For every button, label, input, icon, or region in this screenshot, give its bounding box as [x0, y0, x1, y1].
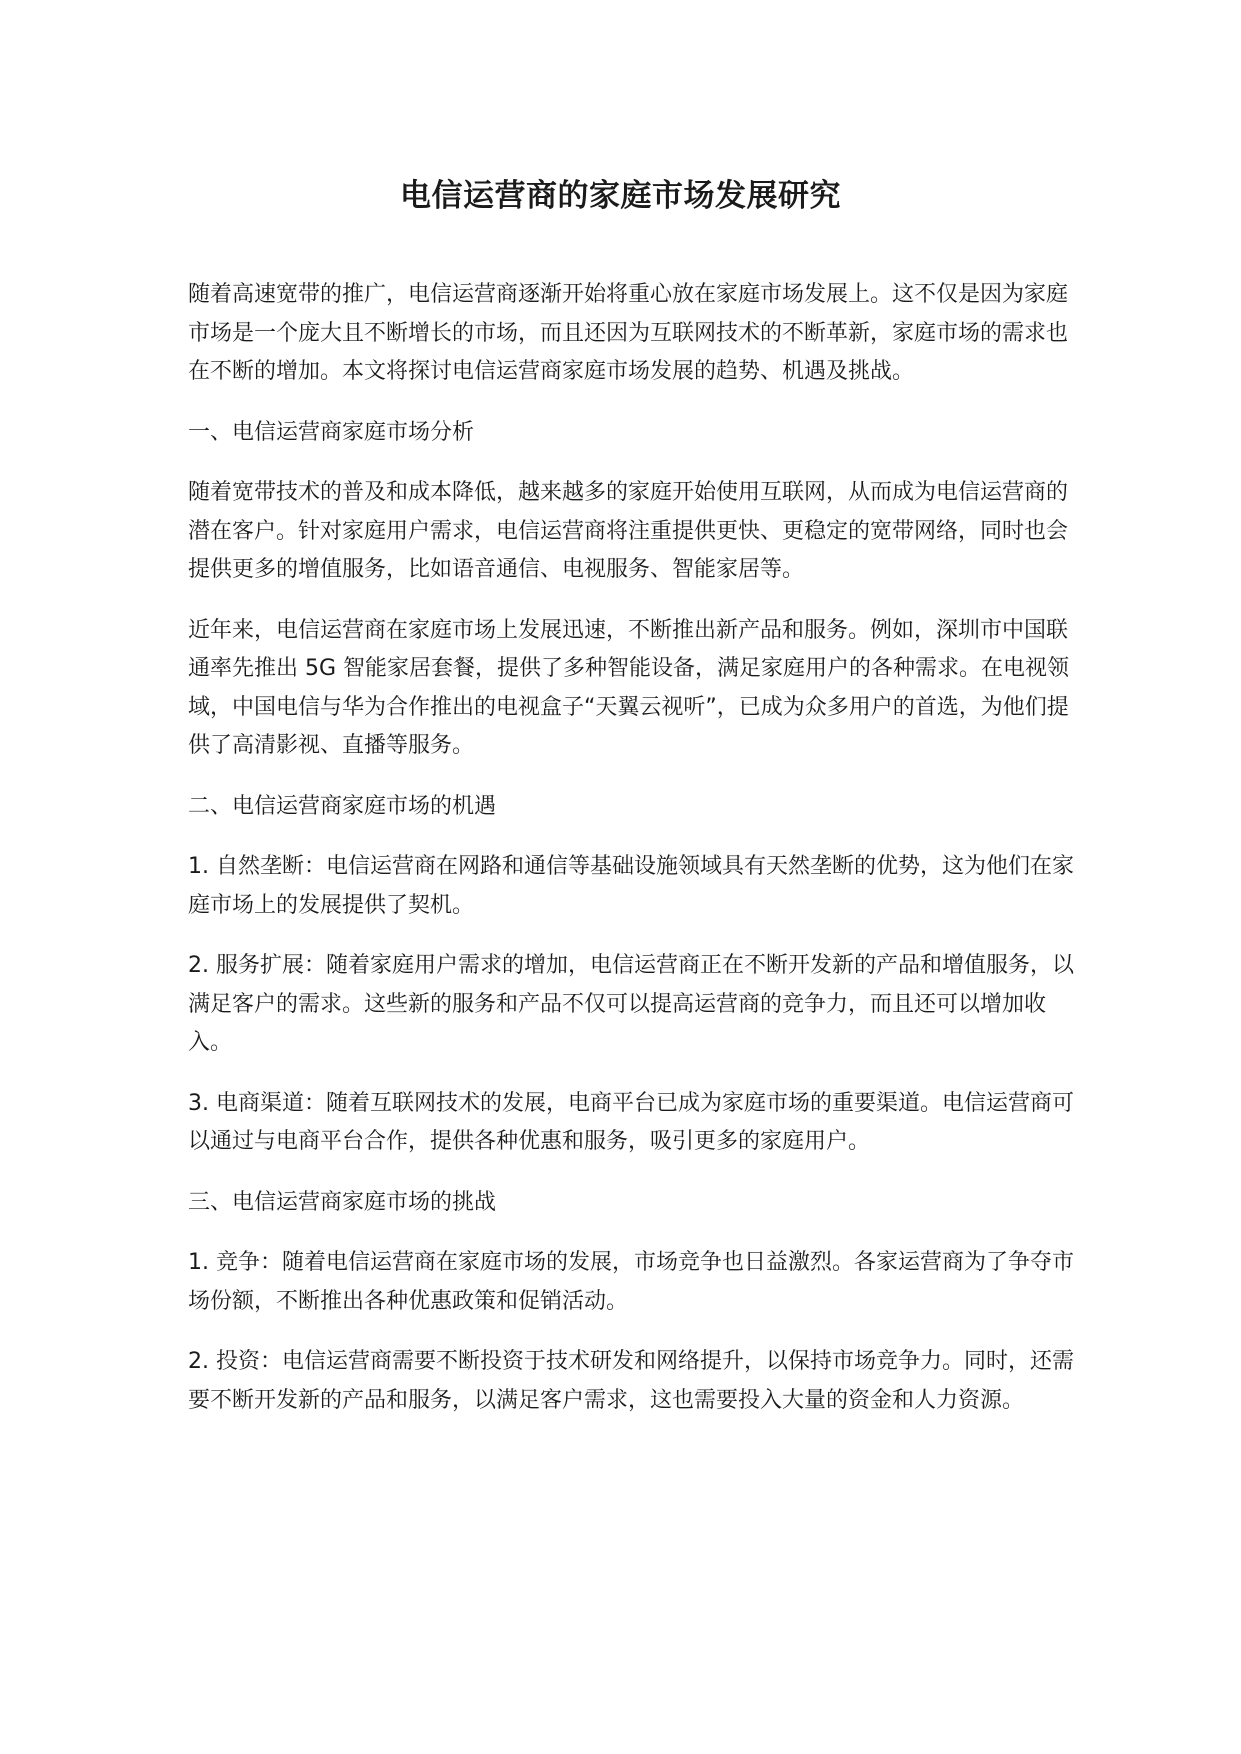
opportunity-item-2: 2. 服务扩展：随着家庭用户需求的增加，电信运营商正在不断开发新的产品和增值服务，以满足客户的需求。这些新的服务和产品不仅可以提高运营商的竞争力，而且还可以增加收入。	[188, 953, 1074, 1055]
opportunity-item-1: 1. 自然垄断：电信运营商在网路和通信等基础设施领域具有天然垄断的优势，这为他们在家庭市场上的发展提供了契机。	[188, 854, 1074, 918]
intro-paragraph: 随着高速宽带的推广，电信运营商逐渐开始将重心放在家庭市场发展上。这不仅是因为家庭市场是一个庞大且不断增长的市场，而且还因为互联网技术的不断革新，家庭市场的需求也在不断的增加。本文将探讨电信运营商家庭市场发展的趋势、机遇及挑战。	[188, 282, 1069, 384]
challenge-item-1: 1. 竞争：随着电信运营商在家庭市场的发展，市场竞争也日益激烈。各家运营商为了争夺市场份额，不断推出各种优惠政策和促销活动。	[188, 1250, 1074, 1314]
section-heading-challenges: 三、电信运营商家庭市场的挑战	[188, 1189, 497, 1215]
document-title: 电信运营商的家庭市场发展研究	[400, 178, 841, 214]
section-heading-analysis: 一、电信运营商家庭市场分析	[188, 419, 475, 445]
challenge-item-2: 2. 投资：电信运营商需要不断投资于技术研发和网络提升，以保持市场竞争力。同时，还需要不断开发新的产品和服务，以满足客户需求，这也需要投入大量的资金和人力资源。	[188, 1349, 1074, 1413]
document-body	[188, 276, 1078, 1442]
opportunity-item-3: 3. 电商渠道：随着互联网技术的发展，电商平台已成为家庭市场的重要渠道。电信运营商可以通过与电商平台合作，提供各种优惠和服务，吸引更多的家庭用户。	[188, 1090, 1074, 1154]
analysis-paragraph-2: 近年来，电信运营商在家庭市场上发展迅速，不断推出新产品和服务。例如，深圳市中国联通率先推出 5G 智能家居套餐，提供了多种智能设备，满足家庭用户的各种需求。在电视领域，中国电信与华为合作推出的电视盒子“天翼云视听”，已成为众多用户的首选，为他们提供了高清影视、直播等服务。	[188, 617, 1070, 758]
section-heading-opportunities: 二、电信运营商家庭市场的机遇	[188, 793, 497, 819]
analysis-paragraph-1: 随着宽带技术的普及和成本降低，越来越多的家庭开始使用互联网，从而成为电信运营商的潜在客户。针对家庭用户需求，电信运营商将注重提供更快、更稳定的宽带网络，同时也会提供更多的增值服务，比如语音通信、电视服务、智能家居等。	[188, 480, 1069, 582]
